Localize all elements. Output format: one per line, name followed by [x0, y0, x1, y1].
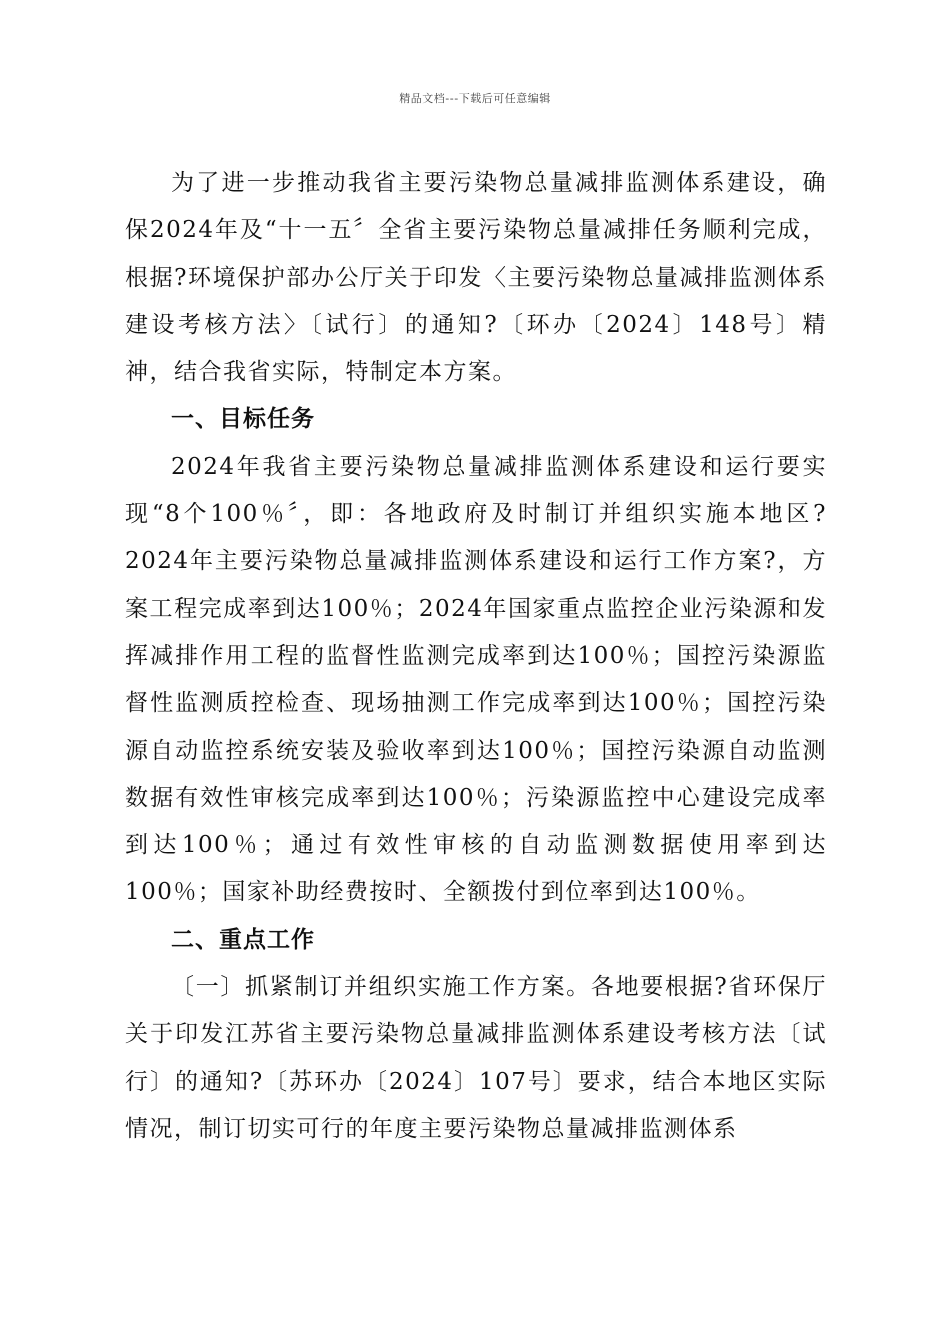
header-note: 精品文档---下载后可任意编辑: [399, 92, 551, 105]
key-work-paragraph: 〔一〕抓紧制订并组织实施工作方案。各地要根据?省环保厅关于印发江苏省主要污染物总量减排监测体系建设考核方法〔试行〕的通知?〔苏环办〔2024〕107号〕要求，结合本地区实际情况，制订切实可行的年度主要污染物总量减排监测体系: [125, 974, 827, 1142]
section-heading-goals: 一、目标任务: [171, 406, 315, 433]
intro-paragraph: 为了进一步推动我省主要污染物总量减排监测体系建设，确保2024年及“十一五〞全省主要污染物总量减排任务顺利完成，根据?环境保护部办公厅关于印发〈主要污染物总量减排监测体系建设考核方法〉〔试行〕的通知?〔环办〔2024〕148号〕精神，结合我省实际，特制定本方案。: [125, 170, 827, 386]
document-body: [125, 160, 827, 1153]
goals-paragraph: 2024年我省主要污染物总量减排监测体系建设和运行要实现“8个100％〞，即：各地政府及时制订并组织实施本地区?2024年主要污染物总量减排监测体系建设和运行工作方案?，方案工程完成率到达100％；2024年国家重点监控企业污染源和发挥减排作用工程的监督性监测完成率到达100％；国控污染源监督性监测质控检查、现场抽测工作完成率到达100％；国控污染源自动监控系统安装及验收率到达100％；国控污染源自动监测数据有效性审核完成率到达100％；污染源监控中心建设完成率到达100％；通过有效性审核的自动监测数据使用率到达100％；国家补助经费按时、全额拨付到位率到达100％。: [125, 453, 827, 906]
section-heading-key-work: 二、重点工作: [171, 926, 315, 953]
